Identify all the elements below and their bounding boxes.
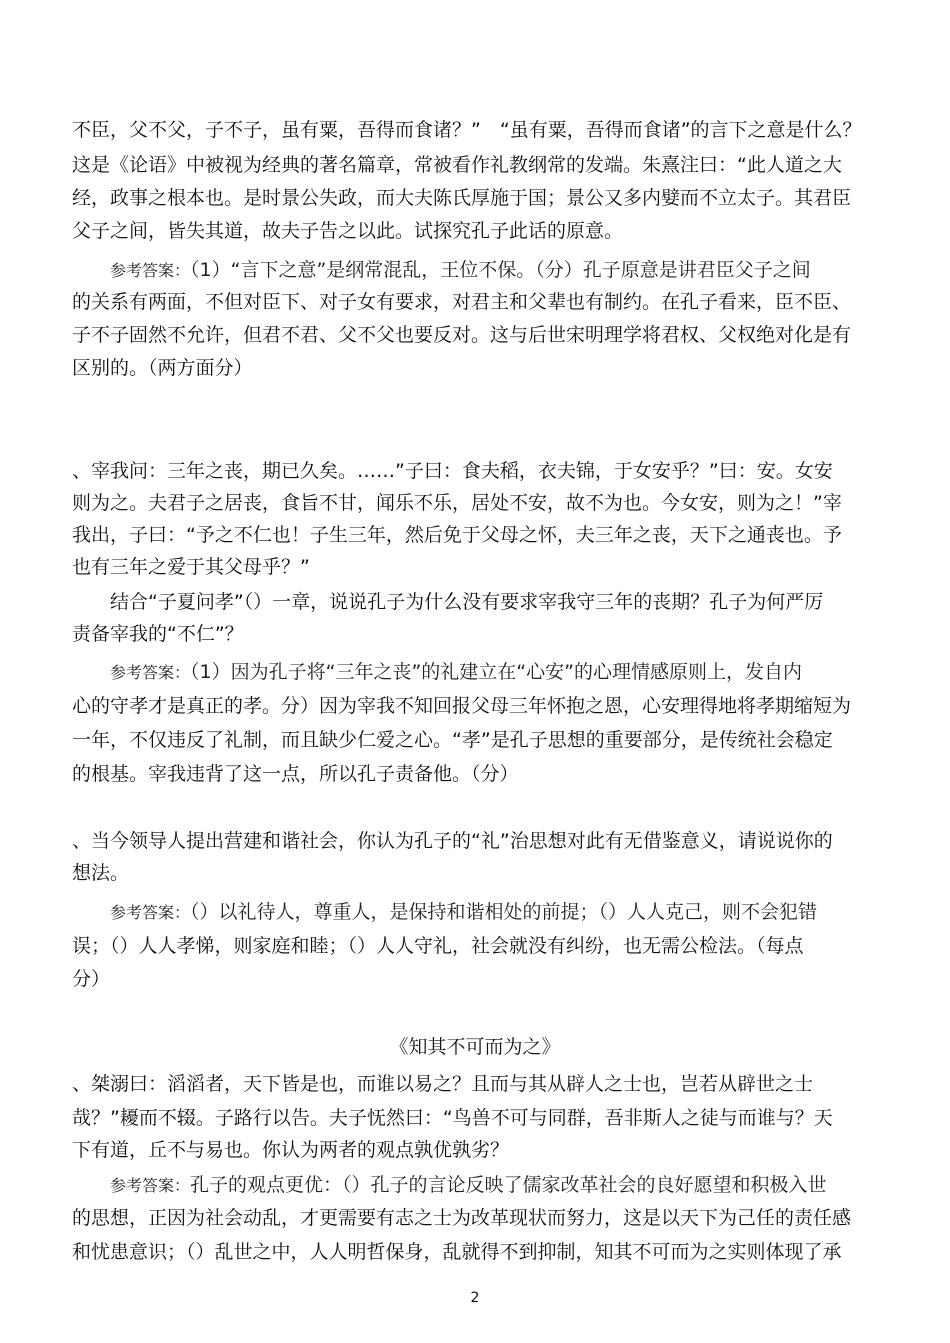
question-line: 想法。 — [72, 862, 130, 884]
question-line: 父子之间，皆失其道，故夫子告之以此。试探究孔子此话的原意。 — [72, 220, 624, 242]
question-line: 经，政事之根本也。是时景公失政，而大夫陈氏厚施于国；景公又多内嬖而不立太子。其君臣 — [72, 187, 852, 209]
answer-text: 孔子的观点更优：（）孔子的言论反映了儒家改革社会的良好愿望和积极入世 — [190, 1174, 827, 1196]
section-heading: 《知其不可而为之》 — [389, 1036, 561, 1058]
answer-line: 的根基。宰我违背了这一点，所以孔子责备他。（分） — [72, 763, 519, 785]
answer-line: 的思想，正因为社会动乱，才更需要有志之士为改革现状而努力，这是以天下为己任的责任感 — [72, 1207, 852, 1229]
answer-line: 误；（）人人孝悌，则家庭和睦；（）人人守礼，社会就没有纠纷，也无需公检法。（每点 — [72, 935, 804, 957]
question-line: 我出，子曰：“予之不仁也！子生三年，然后免于父母之怀，夫三年之丧，天下之通丧也。予 — [72, 524, 842, 546]
answer-line: 和忧患意识；（）乱世之中，人人明哲保身，乱就得不到抑制，知其不可而为之实则体现了承 — [72, 1241, 842, 1263]
answer-text: （）以礼待人，尊重人，是保持和谐相处的前提；（）人人克己，则不会犯错 — [190, 901, 818, 923]
question-line: 哉？”耰而不辍。子路行以告。夫子怃然曰：“鸟兽不可与同群，吾非斯人之徒与而谁与？天 — [72, 1107, 833, 1129]
answer-label: 参考答案： — [110, 663, 191, 682]
sub-question-line: 责备宰我的“不仁”？ — [72, 623, 244, 645]
question-line: 也有三年之爱于其父母乎？” — [72, 556, 310, 578]
answer-line: 分） — [72, 968, 111, 990]
answer-line — [110, 900, 817, 925]
answer-line: 区别的。（两方面分） — [72, 357, 253, 379]
answer-line — [110, 660, 802, 685]
answer-line: 的关系有两面，不但对臣下、对子女有要求，对君主和父辈也有制约。在孔子看来，臣不臣、 — [72, 291, 852, 313]
answer-line: 一年，不仅违反了礼制，而且缺少仁爱之心。“孝”是孔子思想的重要部分，是传统社会稳定 — [72, 729, 833, 751]
question-line: 下有道，丘不与易也。你认为两者的观点孰优孰劣？ — [72, 1139, 510, 1161]
question-line: 、桀溺曰：滔滔者，天下皆是也，而谁以易之？且而与其从辟人之士也，岂若从辟世之士 — [72, 1073, 814, 1095]
answer-label: 参考答案： — [110, 261, 191, 280]
question-line: 则为之。夫君子之居丧，食旨不甘，闻乐不乐，居处不安，故不为也。今女安，则为之！”宰 — [72, 492, 842, 514]
answer-line — [110, 258, 811, 283]
page-number: 2 — [470, 1290, 480, 1306]
question-line: 不臣，父不父，子不子，虽有粟，吾得而食诸？” “虽有粟，吾得而食诸”的言下之意是什么？ — [72, 119, 862, 141]
answer-text: （1）因为孔子将“三年之丧”的礼建立在“心安”的心理情感原则上，发自内 — [190, 661, 802, 683]
answer-line: 子不子固然不允许，但君不君、父不父也要反对。这与后世宋明理学将君权、父权绝对化是有 — [72, 324, 852, 346]
answer-label: 参考答案： — [110, 903, 191, 922]
answer-text: （1）“言下之意”是纲常混乱，王位不保。（分）孔子原意是讲君臣父子之间 — [190, 259, 811, 281]
sub-question-line: 结合“子夏问孝”（）一章，说说孔子为什么没有要求宰我守三年的丧期？孔子为何严厉 — [110, 591, 824, 613]
question-line: 、宰我问：三年之丧，期已久矣。……”子曰：食夫稻，衣夫锦，于女安乎？”曰：安。女安 — [72, 460, 833, 482]
question-line: 、当今领导人提出营建和谐社会，你认为孔子的“礼”治思想对此有无借鉴意义，请说说你的 — [72, 830, 833, 852]
question-line: 这是《论语》中被视为经典的著名篇章，常被看作礼教纲常的发端。朱熹注曰：“此人道之大 — [72, 154, 842, 176]
answer-line: 心的守孝才是真正的孝。分）因为宰我不知回报父母三年怀抱之恩，心安理得地将孝期缩短为 — [72, 695, 852, 717]
answer-label: 参考答案： — [110, 1176, 191, 1195]
answer-line — [110, 1173, 827, 1198]
